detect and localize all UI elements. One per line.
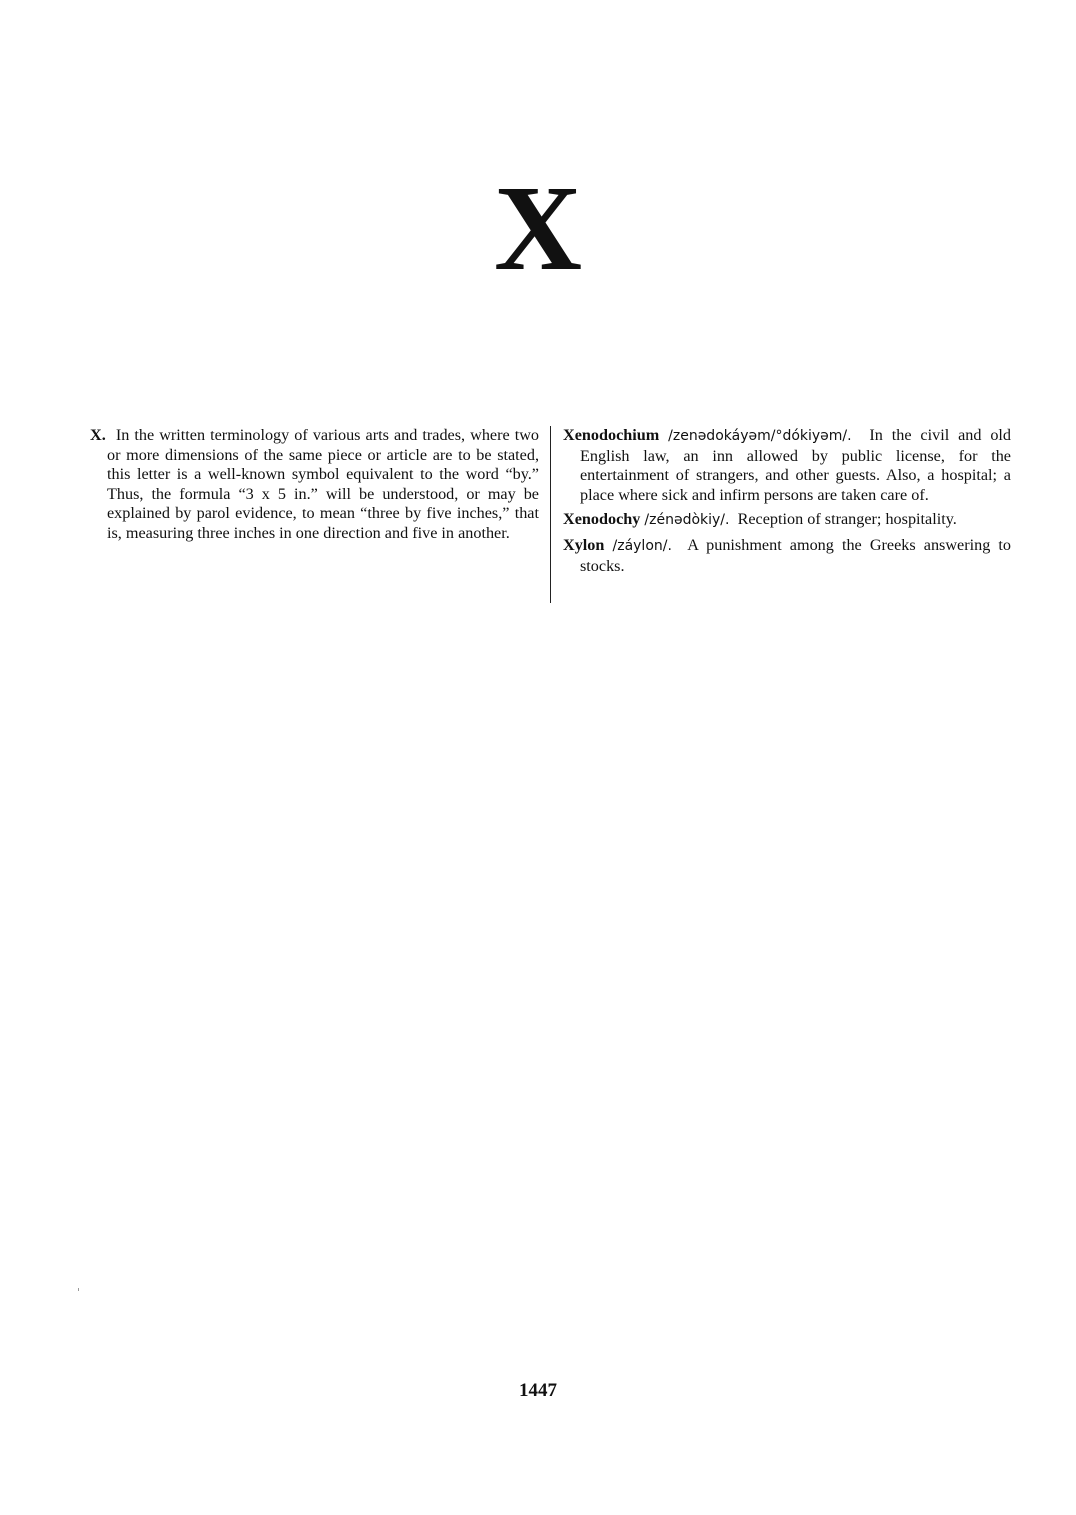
entry-headword: Xenodochy <box>563 510 641 529</box>
page-number: 1447 <box>519 1380 557 1401</box>
entry-pronunciation: /zenədokáyəm/°dókiyəm/. <box>668 428 852 444</box>
entry-headword: X. <box>90 426 106 444</box>
entry-headword: Xenodochium <box>563 426 660 444</box>
entry-definition: In the civil and old English law, an inn allowed by public license, for the entertainment of strangers, and other guests. Also, a hospital; a place where sick and infirm persons are taken care of. <box>580 426 1012 504</box>
entry-definition: A punishment among the Greeks answering to stocks. <box>580 535 1011 575</box>
left-column <box>90 426 539 549</box>
dictionary-entry-xenodochium <box>563 426 1011 505</box>
entry-headword: Xylon <box>563 535 605 554</box>
dictionary-entry-xenodochy <box>563 510 1011 531</box>
dictionary-entry-x <box>90 426 539 544</box>
entry-pronunciation: /zénədòkiy/. <box>644 512 730 529</box>
entry-pronunciation: /záylon/. <box>612 537 672 554</box>
scan-speck <box>78 1288 79 1291</box>
dictionary-entry-xylon <box>563 536 1011 576</box>
column-divider <box>550 426 551 603</box>
entry-definition: In the written terminology of various arts and trades, where two or more dimensions of the same piece or article are to be stated, this letter is a well-known symbol equivalent to the word “by.” Thus, the formula “3 x 5 in.” will be understood, or may be explained by parol evidence, to mean “three by five inches,” that is, measuring three inches in one direction and five in another. <box>107 426 539 542</box>
right-column <box>563 426 1011 581</box>
entry-definition: Reception of stranger; hospitality. <box>737 510 957 529</box>
section-letter: X <box>493 161 583 296</box>
